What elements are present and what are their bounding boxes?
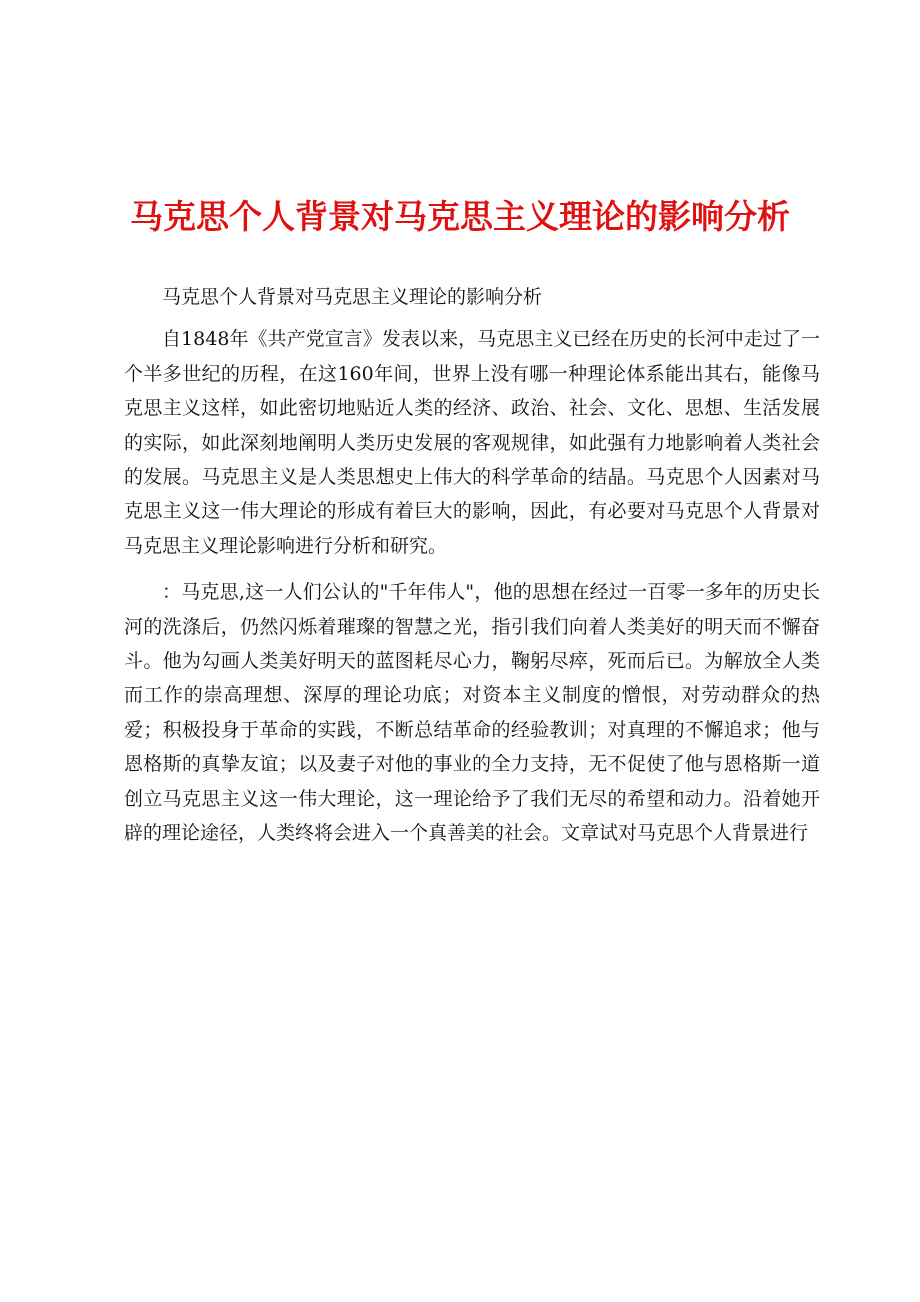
subtitle-paragraph: 马克思个人背景对马克思主义理论的影响分析 xyxy=(162,286,543,308)
document-body xyxy=(124,280,820,851)
document-title: 马克思个人背景对马克思主义理论的影响分析 xyxy=(130,197,790,236)
body-paragraph-2: ：马克思,这一人们公认的"千年伟人"，他的思想在经过一百零一多年的历史长河的洗涤后，仍然闪烁着璀璨的智慧之光，指引我们向着人类美好的明天而不懈奋斗。他为勾画人类美好明天的蓝图耗尽心力，鞠躬尽瘁，死而后已。为解放全人类而工作的崇高理想、深厚的理论功底；对资本主义制度的憎恨，对劳动群众的热爱；积极投身于革命的实践，不断总结革命的经验教训；对真理的不懈追求；他与恩格斯的真挚友谊；以及妻子对他的事业的全力支持，无不促使了他与恩格斯一道创立马克思主义这一伟大理论，这一理论给予了我们无尽的希望和动力。沿着她开辟的理论途径，人类终将会进入一个真善美的社会。文章试对马克思个人背景进行 xyxy=(124,581,820,845)
body-paragraph-1: 自1848年《共产党宣言》发表以来，马克思主义已经在历史的长河中走过了一个半多世纪的历程，在这160年间，世界上没有哪一种理论体系能出其右，能像马克思主义这样，如此密切地贴近人类的经济、政治、社会、文化、思想、生活发展的实际，如此深刻地阐明人类历史发展的客观规律，如此强有力地影响着人类社会的发展。马克思主义是人类思想史上伟大的科学革命的结晶。马克思个人因素对马克思主义这一伟大理论的形成有着巨大的影响，因此，有必要对马克思个人背景对马克思主义理论影响进行分析和研究。 xyxy=(124,328,820,557)
